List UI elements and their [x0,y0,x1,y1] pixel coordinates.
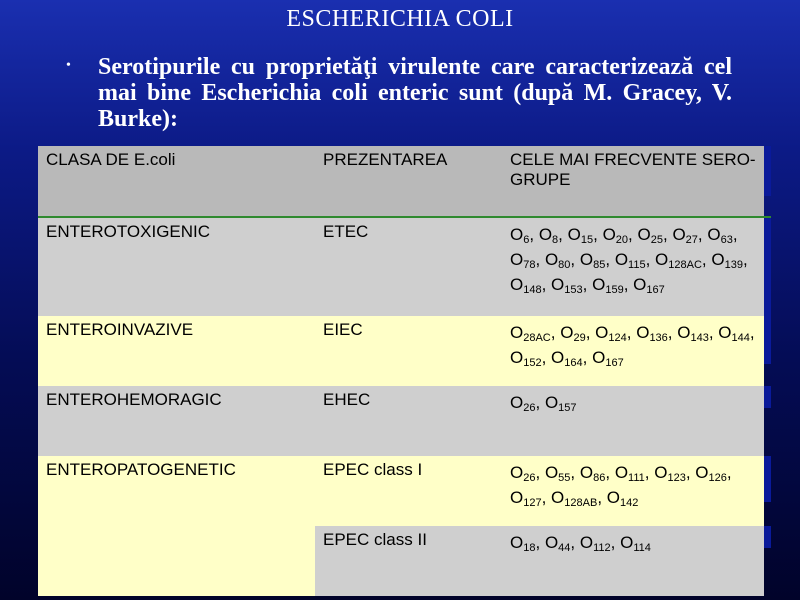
serogroup-item: $O_{143}$ [677,323,709,344]
serogroup-item: $O_{86}$ [579,463,606,484]
serogroup-code: 15 [580,234,594,246]
row-edge-marker [764,217,771,316]
serogroup-item: $O_{139}$ [711,250,743,271]
serogroup-item: $O_{157}$ [544,393,577,414]
cell-serogrupe: $O_{26}$, $O_{55}$, $O_{86}$, $O_{111}$, $O_{123}$, $O_{126}$, $O_{127}$, $O_{128AB}$, $O_{142}$ [502,456,764,526]
serogroup-code: 63 [720,234,733,246]
serogroup-item: $O_{25}$ [637,225,663,246]
serogroup-item: $O_{115}$ [614,250,646,271]
header-serogrupe: CELE MAI FRECVENTE SERO-GRUPE [502,146,764,217]
serogroup-item: $O_{27}$ [672,225,698,246]
row-edge-marker [764,146,771,217]
cell-clasa: ENTEROINVAZIVE [38,316,315,386]
serogroup-code: 157 [558,402,577,414]
serogroup-item: $O_{18}$ [510,533,536,554]
serogroup-code: 139 [724,259,743,271]
serogroup-code: 123 [667,472,686,484]
serogroup-item: $O_{55}$ [544,463,571,484]
cell-serogrupe: $O_{18}$, $O_{44}$, $O_{112}$, $O_{114}$ [502,526,764,596]
cell-prezentarea: EIEC [315,316,502,386]
serogroup-item: $O_{167}$ [633,275,665,296]
serogroup-item: $O_{26}$ [510,393,536,414]
serogroup-item: $O_{167}$ [592,348,624,369]
serogroup-code: 18 [523,542,536,554]
serogroup-code: 78 [523,259,536,271]
serogroup-item: $O_{29}$ [560,323,586,344]
serogroup-code: 111 [628,472,645,484]
serogroup-code: 153 [564,284,583,296]
serogroup-code: 55 [558,472,571,484]
serogroup-item: $O_8$ [538,225,559,246]
serogroup-code: 28AC [523,332,551,344]
serogroup-code: 25 [650,234,663,246]
header-prezentarea: PREZENTAREA [315,146,502,217]
serotype-table [38,146,771,596]
row-edge-marker [764,456,771,526]
serogroup-item: $O_{78}$ [510,250,536,271]
serogroup-item: $O_{152}$ [510,348,542,369]
serogroup-code: 86 [593,472,606,484]
serogroup-code: 85 [593,259,606,271]
serogroup-item: $O_{153}$ [551,275,583,296]
serogroup-code: 167 [605,357,624,369]
cell-serogrupe: $O_{28AC}$, $O_{29}$, $O_{124}$, $O_{136}$, $O_{143}$, $O_{144}$, $O_{152}$, $O_{164}$, $O_{167}$ [502,316,764,386]
serogroup-code: 29 [573,332,586,344]
serogroup-code: 128AC [668,259,702,271]
serogroup-code: 136 [649,332,668,344]
cell-serogrupe: $O_{26}$, $O_{157}$ [502,386,764,456]
table-row [38,456,771,526]
serogroup-item: $O_{127}$ [510,488,542,509]
serogroup-code: 20 [615,234,629,246]
serogroup-code: 26 [523,472,536,484]
cell-clasa: ENTEROPATOGENETIC [38,456,315,596]
serogroup-code: 26 [523,402,536,414]
cell-prezentarea: EHEC [315,386,502,456]
bullet-icon: • [66,58,71,73]
serogroup-code: 148 [523,284,542,296]
serogroup-item: $O_{164}$ [551,348,583,369]
serogroup-code: 27 [685,234,698,246]
table-header-row [38,146,771,217]
serogroup-code: 112 [593,542,611,554]
table-row [38,386,771,456]
header-clasa: CLASA DE E.coli [38,146,315,217]
cell-serogrupe: $O_6$, $O_8$, $O_{15}$, $O_{20}$, $O_{25}$, $O_{27}$, $O_{63}$, $O_{78}$, $O_{80}$, $O_{85}$, $O_{115}$, $O_{128AC}$, $O_{139}$, $O_{148}$, $O_{153}$, $O_{159}$, $O_{167}$ [502,217,764,316]
serogroup-code: 6 [523,234,530,246]
row-edge-marker [764,526,771,596]
serogroup-item: $O_{112}$ [579,533,611,554]
serogroup-code: 124 [608,332,627,344]
serogroup-item: $O_{44}$ [544,533,571,554]
serogroup-item: $O_{144}$ [718,323,750,344]
serogroup-code: 152 [523,357,542,369]
serogroup-item: $O_{28AC}$ [510,323,551,344]
serogroup-item: $O_{142}$ [606,488,639,509]
table-row [38,217,771,316]
serogroup-code: 44 [558,542,571,554]
serogroup-item: $O_{15}$ [567,225,594,246]
serogroup-code: 164 [564,357,583,369]
serogroup-code: 114 [633,542,651,554]
serogroup-code: 127 [523,497,542,509]
slide-title: ESCHERICHIA COLI [286,6,514,32]
cell-clasa: ENTEROHEMORAGIC [38,386,315,456]
serogroup-code: 167 [646,284,665,296]
serogroup-code: 80 [558,259,571,271]
serogroup-code: 115 [628,259,646,271]
row-edge-marker [764,316,771,386]
serogroup-item: $O_{20}$ [602,225,629,246]
serogroup-item: $O_{26}$ [510,463,536,484]
serogroup-item: $O_{111}$ [614,463,645,484]
serogroup-item: $O_{114}$ [620,533,651,554]
serogroup-item: $O_{85}$ [579,250,606,271]
serogroup-code: 8 [552,234,559,246]
cell-prezentarea: ETEC [315,217,502,316]
serogroup-item: $O_{136}$ [636,323,668,344]
serogroup-item: $O_{128AB}$ [551,488,598,509]
row-edge-marker [764,386,771,456]
serogroup-item: $O_{124}$ [595,323,627,344]
serogroup-code: 128AB [564,497,598,509]
serogroup-item: $O_{123}$ [654,463,686,484]
serogroup-item: $O_{159}$ [592,275,624,296]
cell-clasa: ENTEROTOXIGENIC [38,217,315,316]
serogroup-item: $O_{148}$ [510,275,542,296]
serogroup-item: $O_{126}$ [695,463,727,484]
cell-prezentarea: EPEC class II [315,526,502,596]
serogroup-item: $O_{63}$ [707,225,733,246]
intro-text: Serotipurile cu proprietăţi virulente care caracterizează cel mai bine Escherichia coli enteric sunt (după M. Gracey, V. Burke): [98,54,732,132]
serogroup-item: $O_{80}$ [544,250,571,271]
serogroup-code: 144 [731,332,750,344]
serogroup-code: 143 [690,332,709,344]
serogroup-code: 159 [605,284,624,296]
serogroup-item: $O_6$ [510,225,530,246]
serogroup-code: 142 [620,497,639,509]
serogroup-item: $O_{128AC}$ [655,250,702,271]
table-row [38,316,771,386]
cell-prezentarea: EPEC class I [315,456,502,526]
serogroup-code: 126 [708,472,727,484]
